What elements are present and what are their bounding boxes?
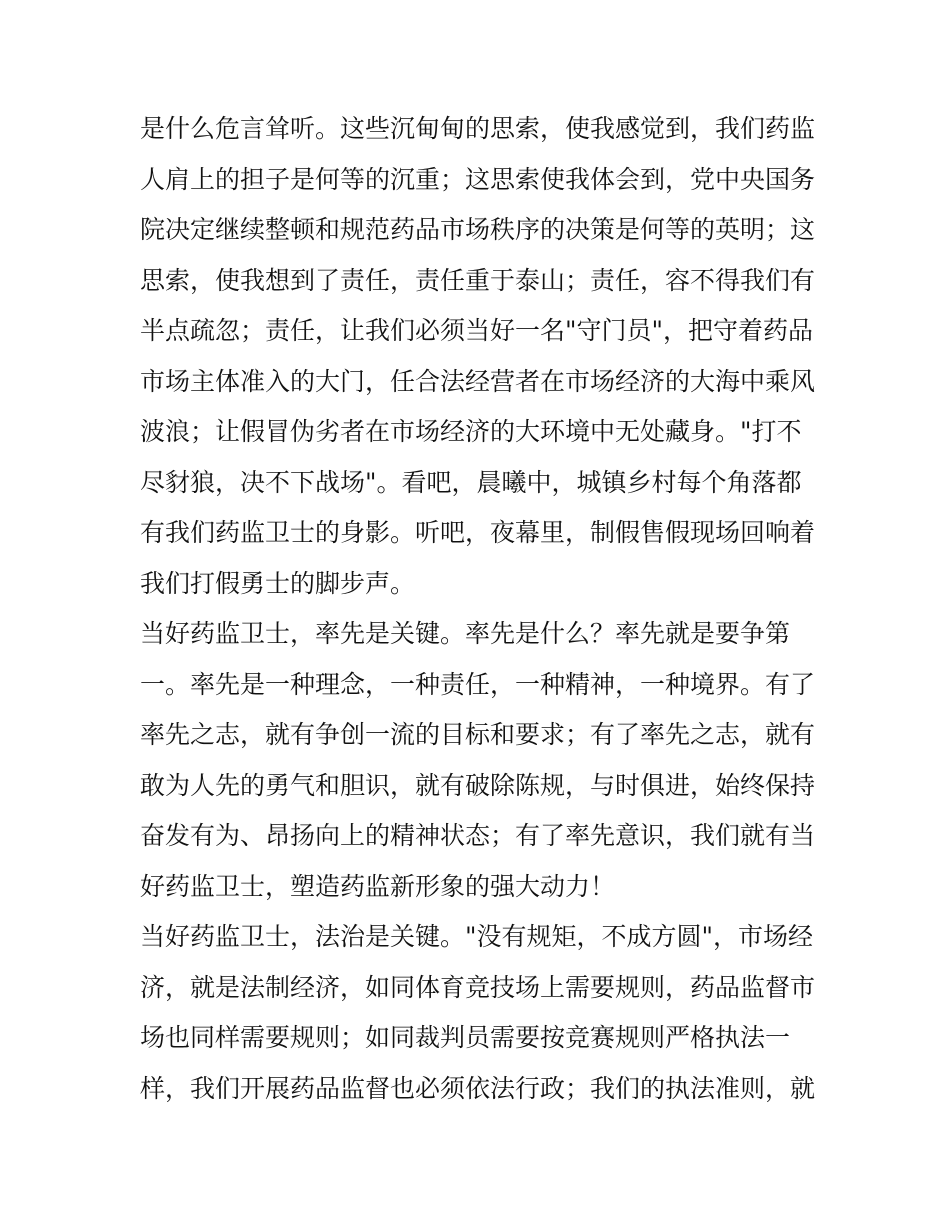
text-line: 济，就是法制经济，如同体育竞技场上需要规则，药品监督市 bbox=[140, 972, 816, 1002]
text-line: 人肩上的担子是何等的沉重；这思索使我体会到，党中央国务 bbox=[140, 164, 816, 194]
text-line: 思索，使我想到了责任，责任重于泰山；责任，容不得我们有 bbox=[140, 265, 816, 295]
text-line: 奋发有为、昂扬向上的精神状态；有了率先意识，我们就有当 bbox=[140, 821, 816, 850]
text-line: 是什么危言耸听。这些沉甸甸的思索，使我感觉到，我们药监 bbox=[140, 114, 816, 143]
text-line: 样，我们开展药品监督也必须依法行政；我们的执法准则，就 bbox=[140, 1073, 816, 1103]
body-text bbox=[140, 104, 820, 1114]
text-line: 当好药监卫士，法治是关键。"没有规矩，不成方圆"，市场经 bbox=[140, 922, 814, 951]
text-line: 率先之志，就有争创一流的目标和要求；有了率先之志，就有 bbox=[140, 720, 816, 749]
text-line: 场也同样需要规则；如同裁判员需要按竞赛规则严格执法一 bbox=[140, 1023, 791, 1052]
text-line: 院决定继续整顿和规范药品市场秩序的决策是何等的英明；这 bbox=[140, 215, 816, 244]
text-line: 当好药监卫士，率先是关键。率先是什么？率先就是要争第 bbox=[140, 619, 791, 648]
text-line: 有我们药监卫士的身影。听吧，夜幕里，制假售假现场回响着 bbox=[140, 518, 816, 547]
text-line: 敢为人先的勇气和胆识，就有破除陈规，与时俱进，始终保持 bbox=[140, 770, 816, 800]
text-line: 我们打假勇士的脚步声。 bbox=[140, 568, 416, 598]
text-line: 波浪；让假冒伪劣者在市场经济的大环境中无处藏身。"打不 bbox=[140, 417, 802, 446]
text-line: 尽豺狼，决不下战场"。看吧，晨曦中，城镇乡村每个角落都 bbox=[140, 467, 802, 497]
text-line: 半点疏忽；责任，让我们必须当好一名"守门员"，把守着药品 bbox=[140, 316, 814, 345]
text-line: 好药监卫士，塑造药监新形象的强大动力！ bbox=[140, 871, 616, 901]
text-line: 市场主体准入的大门，任合法经营者在市场经济的大海中乘风 bbox=[140, 366, 816, 396]
text-line: 一。率先是一种理念，一种责任，一种精神，一种境界。有了 bbox=[140, 669, 816, 699]
